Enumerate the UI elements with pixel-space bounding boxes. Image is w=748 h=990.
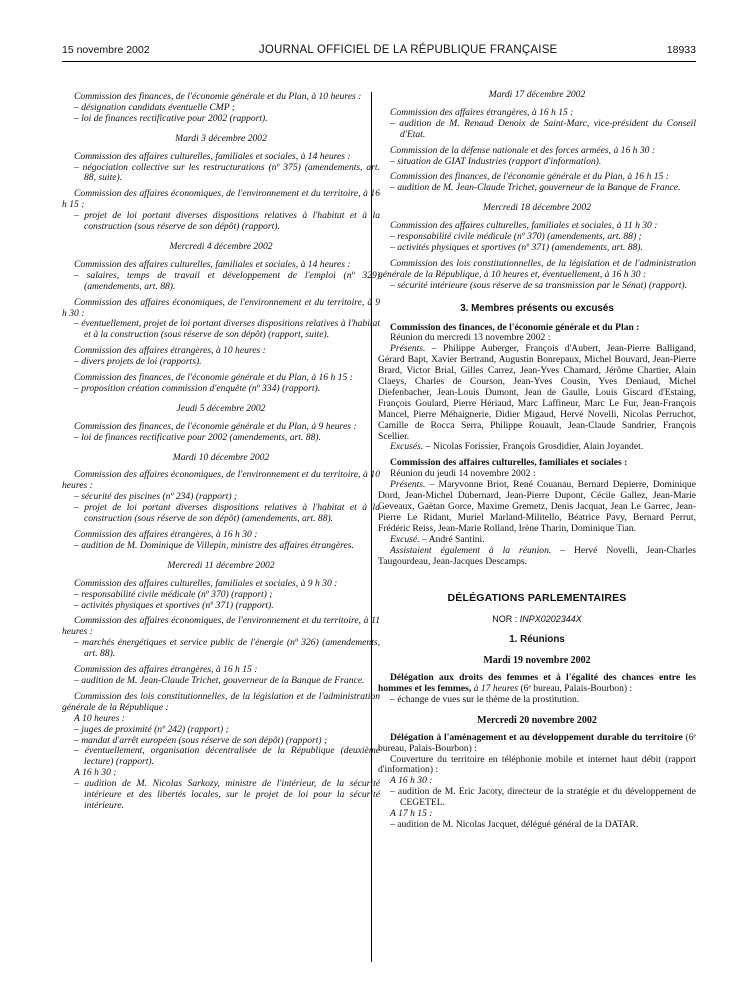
agenda-item: Commission des finances, de l'économie générale et du Plan, à 16 h 15 :: [390, 171, 669, 183]
attendance-also: [378, 546, 696, 568]
agenda-item: Commission des affaires culturelles, familiales et sociales, à 11 h 30 :: [390, 220, 658, 232]
agenda-subitem: – audition de M. Jean-Claude Trichet, gouverneur de la Banque de France.: [74, 674, 365, 686]
agenda-subitem: – proposition création commission d'enquête (nº 334) (rapport).: [74, 382, 321, 394]
agenda-subitem: – marchés énergétiques et service public de l'énergie (nº 326) (amendements, art. 88).: [74, 637, 380, 660]
agenda-time: A 17 h 15 :: [390, 808, 433, 820]
agenda-subitem: – projet de loi portant diverses dispositions relatives à l'habitat et à la construction (sous réserve de son dépôt) (rapport).: [74, 210, 380, 233]
section-heading: 1. Réunions: [509, 634, 565, 646]
nor-label: NOR :: [492, 614, 520, 625]
present-label: Présents.: [390, 479, 426, 491]
excused-names: – André Santini.: [419, 533, 485, 545]
excused-label: Excusé.: [390, 533, 420, 545]
agenda-subitem: – mandat d'arrêt européen (sous réserve de son dépôt) (rapport) ;: [74, 734, 328, 746]
agenda-item: Commission des affaires étrangères, à 16 h 15 :: [390, 106, 574, 118]
also-names: – Hervé Novelli, Jean-Charles Taugourdeau, Jean-Jacques Descamps.: [378, 544, 696, 567]
agenda-subitem: – audition de M. Nicolas Sarkozy, ministre de l'intérieur, de la sécurité intérieure et des libertés locales, sur le projet de loi pour la sécurité intérieure.: [74, 778, 380, 811]
delegation-time: à 17 heures: [471, 682, 519, 694]
nor-reference: [378, 614, 696, 625]
agenda-item: Commission des affaires économiques, de l'environnement et du territoire, à 9 h 30 :: [62, 296, 380, 319]
journal-title: JOURNAL OFFICIEL DE LA RÉPUBLIQUE FRANÇAISE: [258, 44, 558, 56]
delegation-place: (6ᵉ bureau, Palais-Bourbon) :: [378, 731, 696, 754]
agenda-item: Commission des affaires économiques, de l'environnement et du territoire, à 11 heures :: [62, 615, 380, 638]
agenda-item: Commission des affaires économiques, de l'environnement et du territoire, à 10 heures :: [62, 469, 380, 492]
date-heading: Mardi 10 décembre 2002: [172, 451, 270, 463]
agenda-item: Commission des affaires étrangères, à 16 h 15 :: [74, 664, 258, 676]
agenda-item: Commission des finances, de l'économie générale et du Plan, à 16 h 15 :: [74, 372, 353, 384]
agenda-subitem: – négociation collective sur les restructurations (nº 375) (amendements, art. 88, suite).: [74, 161, 380, 184]
excused-label: Excusés.: [390, 441, 424, 453]
agenda-item: Commission des lois constitutionnelles, de la législation et de l'administration générale de la République :: [62, 690, 380, 713]
agenda-item: Commission des affaires économiques, de l'environnement et du territoire, à 16 h 15 :: [62, 188, 380, 211]
present-names: – Philippe Auberger, François d'Aubert, Jean-Pierre Balligand, Gérard Bapt, Xavier Bertrand, Augustin Bonrepaux, Michel Bouvard, Jean-Pierre Brard, Victor Brial, Gilles Carrez, Jean-Yves Chamard, Jérôme Chartier, Alain Claeys, Charles de Courson, Jean-Yves Cousin, Yves Deniaud, Michel Diefenbacher, Jean-Louis Dumont, Jean de Gaulle, Louis Giscard d'Estaing, François Goulard, Pierre Hériaud, Marc Laffineur, Marc Le Fur, Jean-François Mancel, Pierre Méhaignerie, Didier Migaud, Hervé Novelli, Nicolas Perruchot, Camille de Rocca Serra, Philippe Rouault, Jean-Claude Sandrier, François Scellier.: [378, 343, 696, 442]
date-heading: Mercredi 11 décembre 2002: [167, 559, 275, 571]
agenda-subitem: – audition de M. Renaud Denoix de Saint-Marc, vice-président du Conseil d'Etat.: [390, 117, 696, 140]
date-heading: Mardi 3 décembre 2002: [175, 132, 267, 144]
commission-heading: Commission des finances, de l'économie générale et du Plan :: [390, 321, 640, 333]
agenda-subitem: – activités physiques et sportives (nº 371) (amendements, art. 88).: [390, 241, 643, 253]
agenda-time: A 16 h 30 :: [390, 775, 433, 787]
page-number: 18933: [666, 44, 696, 56]
agenda-subitem: – juges de proximité (nº 242) (rapport) ;: [74, 723, 229, 735]
agenda-subitem: – loi de finances rectificative pour 2002 (amendements, art. 88).: [74, 431, 321, 443]
section-heading: 3. Membres présents ou excusés: [460, 302, 614, 314]
page-header: [62, 42, 696, 62]
agenda-time: A 10 heures :: [74, 712, 125, 724]
agenda-item: Commission des affaires culturelles, familiales et sociales, à 14 heures :: [74, 258, 351, 270]
agenda-subitem: – échange de vues sur le thème de la prostitution.: [390, 693, 580, 705]
agenda-item: Commission des finances, de l'économie générale et du Plan, à 9 heures :: [74, 420, 357, 432]
agenda-subitem: – sécurité des piscines (nº 234) (rapport) ;: [74, 491, 238, 503]
agenda-item: Commission des finances, de l'économie générale et du Plan, à 10 heures :: [74, 91, 362, 102]
agenda-subitem: – audition de M. Jean-Claude Trichet, gouverneur de la Banque de France.: [390, 182, 681, 194]
agenda-item: Commission des affaires étrangères, à 10 heures :: [74, 345, 266, 357]
date-heading: Jeudi 5 décembre 2002: [176, 402, 266, 414]
agenda-item: Commission des lois constitutionnelles, de la législation et de l'administration générale de la République, à 10 heures et, éventuellement, à 16 h 30 :: [378, 257, 696, 280]
attendance-excused: [378, 442, 696, 453]
left-column: [62, 92, 380, 812]
agenda-item: Commission des affaires culturelles, familiales et sociales, à 14 heures :: [74, 150, 351, 162]
agenda-subitem: – loi de finances rectificative pour 2002 (rapport).: [74, 112, 268, 124]
delegation-item: [378, 733, 696, 755]
delegation-topic: Couverture du territoire en téléphonie mobile et internet haut débit (rapport d'information) :: [378, 753, 696, 776]
delegations-title: DÉLÉGATIONS PARLEMENTAIRES: [447, 592, 627, 605]
excused-names: – Nicolas Forissier, François Grosdidier, Alain Joyandet.: [423, 441, 644, 453]
agenda-subitem: – éventuellement, organisation décentralisée de la République (deuxième lecture) (rapport).: [74, 745, 380, 768]
delegation-place: (6ᵉ bureau, Palais-Bourbon) :: [518, 682, 633, 694]
agenda-subitem: – éventuellement, projet de loi portant diverses dispositions relatives à l'habitat et à la construction (sous réserve de son dépôt) (rapport, suite).: [74, 318, 380, 341]
present-names: – Maryvonne Briot, René Couanau, Bernard Depierre, Dominique Dord, Jean-Michel Dubernard, Jean-Pierre Dupont, Cécile Gallez, Jean-Marie Geveaux, Gaëtan Gorce, Maxime Gremetz, Denis Jacquat, Jean Le Garrec, Jean-Pierre Le Ridant, Muriel Marland-Militello, Béatrice Pavy, Bernard Perrut, Frédéric Reiss, Jean-Marie Rolland, Irène Tharin, Dominique Tian.: [378, 479, 696, 534]
delegation-item: [378, 673, 696, 695]
agenda-time: A 16 h 30 :: [74, 767, 117, 779]
agenda-subitem: – activités physiques et sportives (nº 371) (rapport).: [74, 599, 274, 611]
agenda-subitem: – responsabilité civile médicale (nº 370) (amendements, art. 88) ;: [390, 231, 642, 243]
agenda-item: Commission des affaires étrangères, à 16 h 30 :: [74, 529, 258, 540]
agenda-subitem: – salaires, temps de travail et développement de l'emploi (nº 329) (amendements, art. 88).: [74, 269, 380, 292]
agenda-subitem: – projet de loi portant diverses dispositions relatives à l'habitat et à la construction (sous réserve de son dépôt) (amendements, art. 88).: [74, 502, 380, 525]
delegation-name: Délégation aux droits des femmes et à l'égalité des chances entre les hommes et les femmes,: [378, 672, 696, 694]
agenda-subitem: – situation de GIAT Industries (rapport d'information).: [390, 155, 602, 167]
date-heading: Mercredi 4 décembre 2002: [169, 240, 273, 252]
meeting-date: Réunion du jeudi 14 novembre 2002 :: [390, 468, 536, 480]
agenda-subitem: – audition de M. Dominique de Villepin, ministre des affaires étrangères.: [74, 539, 354, 551]
also-label: Assistaient également à la réunion.: [390, 544, 552, 556]
agenda-item: Commission de la défense nationale et des forces armées, à 16 h 30 :: [390, 144, 656, 156]
date-heading: Mercredi 20 novembre 2002: [477, 714, 597, 726]
agenda-item: Commission des affaires culturelles, familiales et sociales, à 9 h 30 :: [74, 577, 338, 589]
date-heading: Mardi 17 décembre 2002: [488, 89, 586, 100]
agenda-subitem: – désignation candidats éventuelle CMP ;: [74, 101, 236, 113]
delegation-name: Délégation à l'aménagement et au développement durable du territoire: [390, 731, 683, 743]
agenda-subitem: – audition de M. Eric Jacoty, directeur de la stratégie et du développement de CEGETEL.: [390, 786, 696, 809]
header-date: 15 novembre 2002: [62, 44, 150, 56]
agenda-subitem: – sécurité intérieure (sous réserve de sa transmission par le Sénat) (rapport).: [390, 279, 688, 291]
commission-heading: Commission des affaires culturelles, familiales et sociales :: [390, 457, 628, 469]
nor-code: INPX0202344X: [519, 614, 582, 625]
date-heading: Mardi 19 novembre 2002: [483, 655, 591, 667]
attendance-present: [378, 480, 696, 535]
meeting-date: Réunion du mercredi 13 novembre 2002 :: [390, 332, 551, 344]
right-column: [378, 90, 696, 831]
agenda-subitem: – divers projets de loi (rapports).: [74, 356, 202, 368]
attendance-present: [378, 344, 696, 442]
date-heading: Mercredi 18 décembre 2002: [483, 202, 591, 214]
agenda-subitem: – audition de M. Nicolas Jacquet, délégué général de la DATAR.: [390, 818, 639, 830]
present-label: Présents.: [390, 343, 426, 355]
agenda-subitem: – responsabilité civile médicale (nº 370) (rapport) ;: [74, 588, 273, 600]
